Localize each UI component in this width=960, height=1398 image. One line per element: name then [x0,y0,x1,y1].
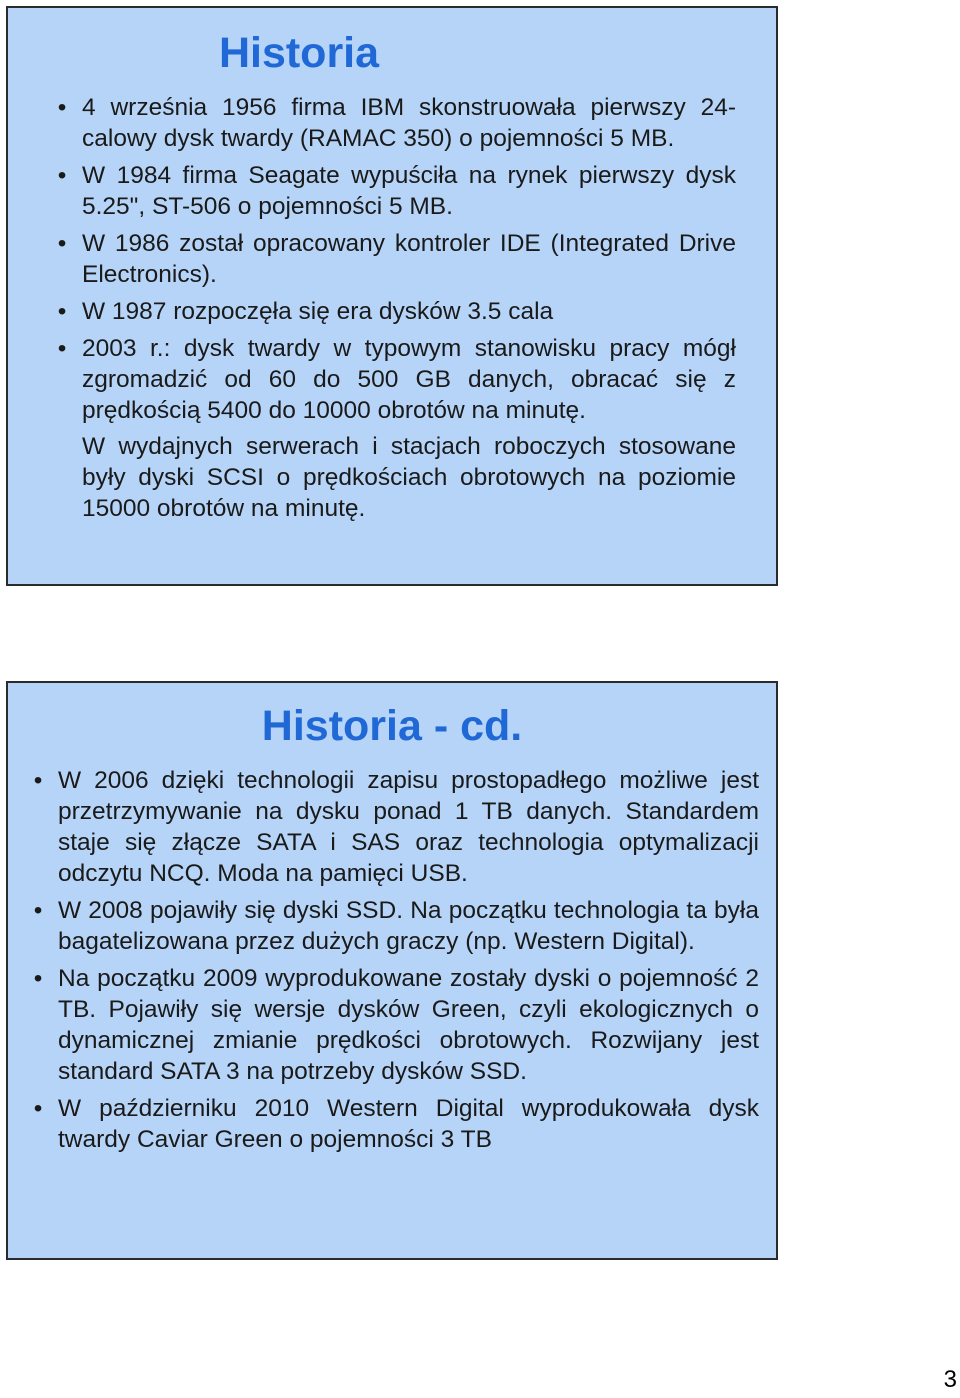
bullet-list [33,765,759,1161]
list-item [33,1093,759,1155]
bullet-icon: • [33,1095,43,1122]
bullet-icon: • [57,298,67,325]
list-item-text: W wydajnych serwerach i stacjach roboczych stosowane były dyski SCSI o prędkościach obrotowych na poziomie 15000 obrotów na minutę. [82,433,736,522]
bullet-icon: • [57,335,67,362]
list-item-text: 4 września 1956 firma IBM skonstruowała pierwszy 24-calowy dysk twardy (RAMAC 350) o pojemności 5 MB. [82,94,736,152]
list-item [57,228,736,290]
list-item-text: 2003 r.: dysk twardy w typowym stanowisku pracy mógł zgromadzić od 60 do 500 GB danych, obracać się z prędkością 5400 do 10000 obrotów na minutę. [82,335,736,424]
slide-title: Historia - cd. [261,702,523,750]
list-item-text: Na początku 2009 wyprodukowane zostały dyski o pojemność 2 TB. Pojawiły się wersje dysków Green, czyli ekologicznych o dynamicznej zmianie prędkości obrotowych. Rozwijany jest standard SATA 3 na potrzeby dysków SSD. [58,965,759,1085]
bullet-icon: • [57,94,67,121]
list-item [57,160,736,222]
list-item [33,963,759,1087]
slide-historia-cd [6,681,778,1260]
list-item [57,296,736,327]
list-item [33,895,759,957]
list-item-text: W październiku 2010 Western Digital wyprodukowała dysk twardy Caviar Green o pojemności 3 TB [58,1095,759,1153]
bullet-icon: • [33,965,43,992]
list-item [82,431,736,524]
bullet-icon: • [33,897,43,924]
bullet-icon: • [57,230,67,257]
list-item-text: W 1984 firma Seagate wypuściła na rynek pierwszy dysk 5.25", ST-506 o pojemności 5 MB. [82,162,736,220]
slide-historia [6,6,778,586]
bullet-icon: • [33,767,43,794]
list-item-text: W 1986 został opracowany kontroler IDE (Integrated Drive Electronics). [82,230,736,288]
list-item-text: W 1987 rozpoczęła się era dysków 3.5 cala [82,298,554,325]
list-item [57,92,736,154]
list-item [57,333,736,426]
bullet-list [57,92,736,530]
list-item-text: W 2006 dzięki technologii zapisu prostopadłego możliwe jest przetrzymywanie na dysku ponad 1 TB danych. Standardem staje się złącze SATA i SAS oraz technologia optymalizacji odczytu NCQ. Moda na pamięci USB. [58,767,759,887]
list-item [33,765,759,889]
list-item-text: W 2008 pojawiły się dyski SSD. Na początku technologia ta była bagatelizowana przez dużych graczy (np. Western Digital). [58,897,759,955]
slide-title: Historia [218,29,380,77]
bullet-icon: • [57,162,67,189]
page-number: 3 [943,1366,957,1393]
